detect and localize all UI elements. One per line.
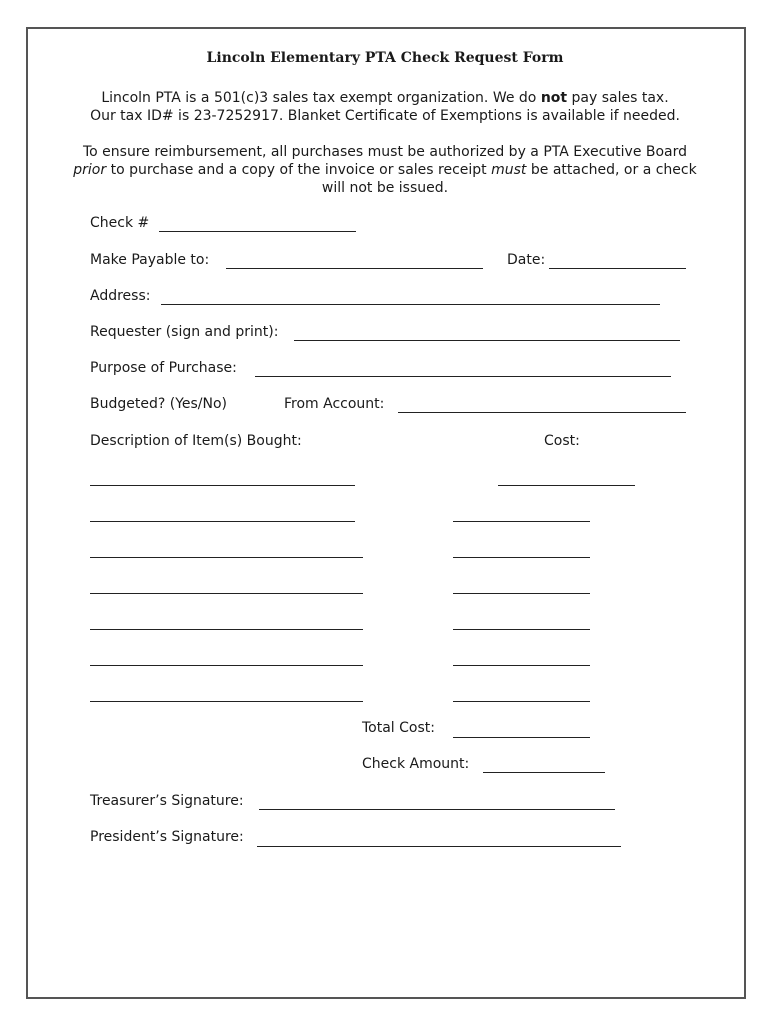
item-cost-field[interactable] [453, 629, 590, 630]
requester-field[interactable] [294, 340, 680, 341]
item-description-field[interactable] [90, 593, 363, 594]
intro-line-1 [0, 89, 770, 107]
date-field[interactable] [549, 268, 686, 269]
payable-to-field[interactable] [226, 268, 483, 269]
item-cost-field[interactable] [498, 485, 635, 486]
president-signature-field[interactable] [257, 846, 621, 847]
president-signature-label: President’s Signature: [90, 829, 244, 845]
treasurer-signature-label: Treasurer’s Signature: [90, 793, 244, 809]
from-account-label: From Account: [284, 396, 385, 412]
check-number-field[interactable] [159, 231, 356, 232]
item-description-field[interactable] [90, 701, 363, 702]
total-cost-field[interactable] [453, 737, 590, 738]
from-account-field[interactable] [398, 412, 686, 413]
item-cost-field[interactable] [453, 701, 590, 702]
item-description-field[interactable] [90, 485, 355, 486]
address-field[interactable] [161, 304, 660, 305]
check-amount-label: Check Amount: [362, 756, 470, 772]
notice-line-1: To ensure reimbursement, all purchases must be authorized by a PTA Executive Board [82, 144, 688, 160]
check-number-label: Check # [90, 215, 150, 231]
item-description-field[interactable] [90, 629, 363, 630]
notice-line-2 [0, 161, 770, 179]
budgeted-label: Budgeted? (Yes/No) [90, 396, 228, 412]
address-label: Address: [90, 288, 151, 304]
item-description-field[interactable] [90, 557, 363, 558]
item-cost-field[interactable] [453, 557, 590, 558]
intro-text-a: Lincoln PTA is a 501(c)3 sales tax exempt organization. We do [101, 90, 541, 106]
item-description-field[interactable] [90, 521, 355, 522]
intro-line-2: Our tax ID# is 23-7252917. Blanket Certificate of Exemptions is available if needed. [90, 108, 680, 124]
item-description-field[interactable] [90, 665, 363, 666]
form-title: Lincoln Elementary PTA Check Request Form [206, 50, 564, 66]
treasurer-signature-field[interactable] [259, 809, 615, 810]
date-label: Date: [507, 252, 546, 268]
intro-text-b: pay sales tax. [567, 90, 669, 106]
total-cost-label: Total Cost: [362, 720, 435, 736]
requester-label: Requester (sign and print): [90, 324, 279, 340]
purpose-field[interactable] [255, 376, 671, 377]
intro-text-bold: not [540, 90, 568, 106]
item-cost-field[interactable] [453, 521, 590, 522]
notice-line-3: will not be issued. [321, 180, 449, 196]
item-cost-field[interactable] [453, 593, 590, 594]
cost-header: Cost: [544, 433, 580, 449]
item-cost-field[interactable] [453, 665, 590, 666]
notice-italic-must: must [491, 162, 527, 178]
purpose-label: Purpose of Purchase: [90, 360, 237, 376]
description-header: Description of Item(s) Bought: [90, 433, 302, 449]
payable-to-label: Make Payable to: [90, 252, 210, 268]
check-amount-field[interactable] [483, 772, 605, 773]
notice-text-b: be attached, or a check [526, 162, 697, 178]
notice-italic-prior: prior [73, 162, 107, 178]
notice-text-a: to purchase and a copy of the invoice or sales receipt [106, 162, 492, 178]
